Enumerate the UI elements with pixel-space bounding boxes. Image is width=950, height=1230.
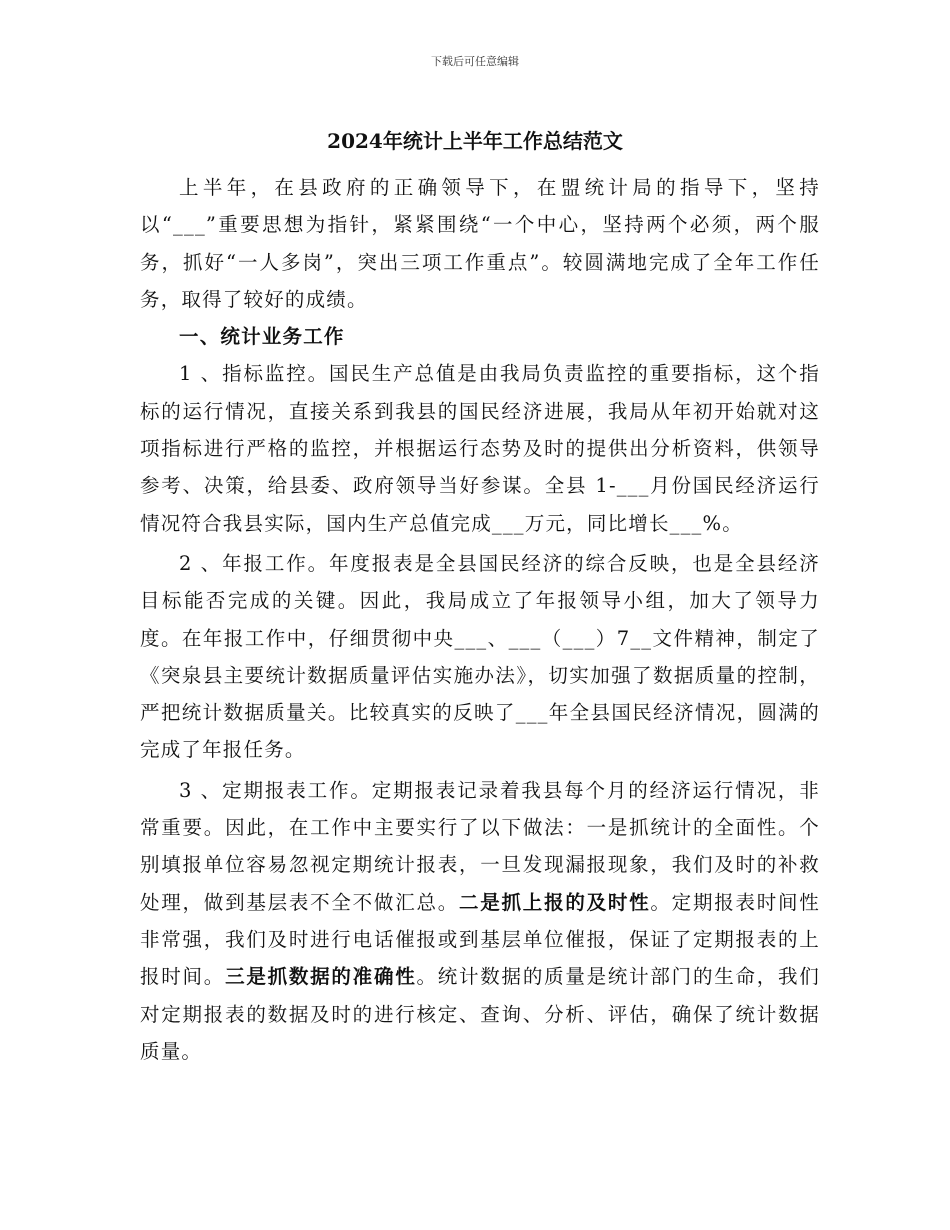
document-title: 2024年统计上半年工作总结范文 bbox=[327, 129, 623, 153]
paragraph-item-3 bbox=[140, 772, 820, 1070]
header-note: 下载后可任意编辑 bbox=[431, 55, 519, 68]
intro-paragraph: 上半年，在县政府的正确领导下，在盟统计局的指导下，坚持以“___”重要思想为指针，紧紧围绕“一个中心，坚持两个必须，两个服务，抓好“一人多岗”，突出三项工作重点”。较圆满地完成了全年工作任务，取得了较好的成绩。 bbox=[140, 176, 820, 311]
document-body bbox=[140, 169, 820, 1070]
paragraph-item-2: 2 、年报工作。年度报表是全县国民经济的综合反映，也是全县经济目标能否完成的关键。因此，我局成立了年报领导小组，加大了领导力度。在年报工作中，仔细贯彻中央___、___（___）7__文件精神，制定了《突泉县主要统计数据质量评估实施办法》，切实加强了数据质量的控制，严把统计数据质量关。比较真实的反映了___年全县国民经济情况，圆满的完成了年报任务。 bbox=[140, 551, 820, 762]
paragraph-item-1: 1 、指标监控。国民生产总值是由我局负责监控的重要指标，这个指标的运行情况，直接关系到我县的国民经济进展，我局从年初开始就对这项指标进行严格的监控，并根据运行态势及时的提供出分析资料，供领导参考、决策，给县委、政府领导当好参谋。全县 1-___月份国民经济运行情况符合我县实际，国内生产总值完成___万元，同比增长___%。 bbox=[140, 362, 820, 535]
item3-text-a: 3 、定期报表工作。定期报表记录着我县每个月的经济运行情况，非常重要。因此，在工作中主要实行了以下做法：一是抓统计的全面性。个别填报单位容易忽视定期统计报表，一旦发现漏报现象，我们及时的补救处理，做到基层表不全不做汇总。 bbox=[140, 778, 820, 914]
item3-text-c: 。定期报表时间性非常强，我们及时进行电话催报或到基层单位催报，保证了定期报表的上报时间。 bbox=[140, 890, 820, 989]
item3-bold-timeliness: 二是抓上报的及时性 bbox=[459, 890, 651, 914]
item3-bold-accuracy: 三是抓数据的准确性 bbox=[225, 965, 417, 989]
item3-text-e: 。统计数据的质量是统计部门的生命，我们对定期报表的数据及时的进行核定、查询、分析、评估，确保了统计数据质量。 bbox=[140, 965, 820, 1063]
section-heading: 一、统计业务工作 bbox=[179, 325, 345, 349]
